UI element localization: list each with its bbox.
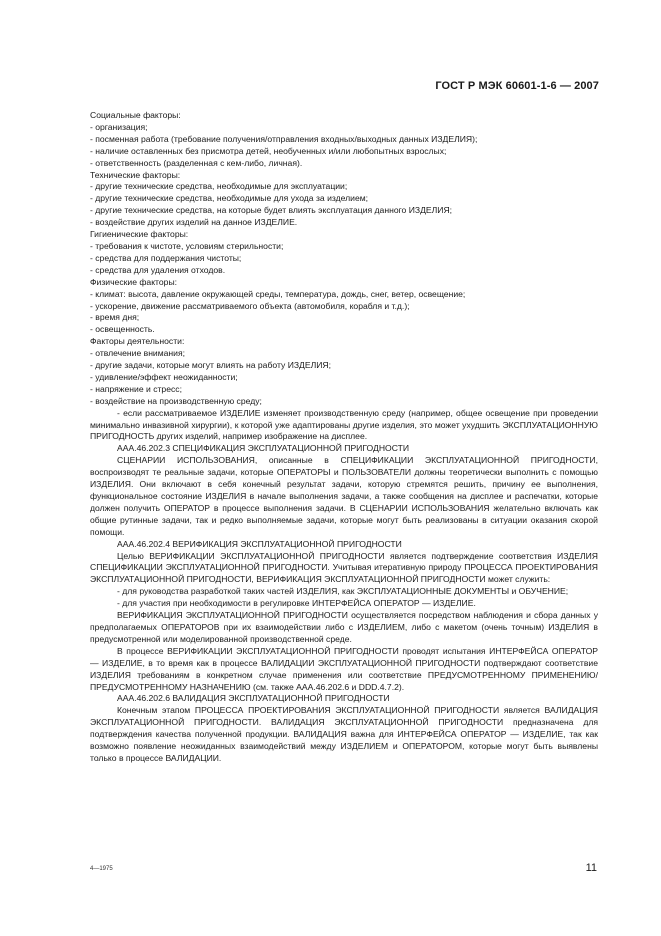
paragraph: Физические факторы: (90, 276, 178, 287)
paragraph: ААА.46.202.6 ВАЛИДАЦИЯ ЭКСПЛУАТАЦИОННОЙ ПРИГОДНОСТИ (117, 693, 390, 704)
doc-code: ГОСТ Р МЭК 60601-1-6 — 2007 (435, 80, 599, 92)
paragraph: ВЕРИФИКАЦИЯ ЭКСПЛУАТАЦИОННОЙ ПРИГОДНОСТИ осуществляется посредством наблюдения и сбора данных у предполагаемых ОПЕРАТОРОВ при их взаимодействии либо с ИЗДЕЛИЕМ, либо с макетом (очень точным) ИЗДЕЛИЯ в предусмотренной или моделированной производственной среде. (90, 610, 598, 644)
page-number: 11 (585, 862, 597, 874)
paragraph: - ускорение, движение рассматриваемого объекта (автомобиля, корабля и т.д.); (90, 300, 410, 311)
paragraph: - для руководства разработкой таких частей ИЗДЕЛИЯ, как ЭКСПЛУАТАЦИОННЫЕ ДОКУМЕНТЫ и ОБУЧЕНИЕ; (117, 586, 569, 597)
paragraph: - освещенность. (90, 324, 155, 335)
paragraph: Целью ВЕРИФИКАЦИИ ЭКСПЛУАТАЦИОННОЙ ПРИГОДНОСТИ является подтверждение соответствия ИЗДЕЛИЯ СПЕЦИФИКАЦИИ ЭКСПЛУАТАЦИОННОЙ ПРИГОДНОСТИ. Учитывая итеративную природу ПРОЦЕССА ПРОЕКТИРОВАНИЯ ЭКСПЛУАТАЦИОННОЙ ПРИГОДНОСТИ, ВЕРИФИКАЦИЯ ЭКСПЛУАТАЦИОННОЙ ПРИГОДНОСТИ может служить: (90, 550, 598, 585)
paragraph: - воздействие других изделий на данное ИЗДЕЛИЕ. (90, 217, 298, 228)
paragraph: - другие задачи, которые могут влиять на работу ИЗДЕЛИЯ; (90, 360, 332, 371)
paragraph: Факторы деятельности: (90, 336, 185, 347)
paragraph: - наличие оставленных без присмотра детей, необученных и/или любопытных взрослых; (90, 145, 447, 156)
paragraph: Социальные факторы: (90, 110, 181, 120)
paragraph: Технические факторы: (90, 169, 181, 180)
paragraph: - воздействие на производственную среду; (90, 395, 262, 406)
paragraph: - ответственность (разделенная с кем-либо, личная). (90, 157, 303, 168)
paragraph: - отвлечение внимания; (90, 348, 186, 359)
paragraph: - средства для поддержания чистоты; (90, 252, 242, 263)
paragraph: - посменная работа (требование получения/отправления входных/выходных данных ИЗДЕЛИЯ); (90, 133, 478, 144)
paragraph: - климат: высота, давление окружающей среды, температура, дождь, снег, ветер, освещение; (90, 288, 466, 299)
paragraph: ААА.46.202.3 СПЕЦИФИКАЦИЯ ЭКСПЛУАТАЦИОННОЙ ПРИГОДНОСТИ (117, 443, 410, 454)
page-content (90, 110, 598, 765)
paragraph: - время дня; (90, 312, 140, 323)
paragraph: СЦЕНАРИИ ИСПОЛЬЗОВАНИЯ, описанные в СПЕЦИФИКАЦИИ ЭКСПЛУАТАЦИОННОЙ ПРИГОДНОСТИ, воспроизводят те реальные задачи, которые ОПЕРАТОРЫ и ПОЛЬЗОВАТЕЛИ должны теоретически выполнить с помощью ИЗДЕЛИЯ. Они включают в себя конечный результат задачи, которую стремятся решить, причину ее выполнения, функциональное состояние ИЗДЕЛИЯ в начале выполнения задачи, а также сообщения на дисплее и распечатки, которые должен получить ОПЕРАТОР в процессе выполнения задачи. В СЦЕНАРИИ ИСПОЛЬЗОВАНИЯ желательно включать как общие рутинные задачи, так и редко выполняемые задачи, которые могут быть реализованы в ситуации оказания скорой помощи. (90, 455, 598, 537)
paragraph: - удивление/эффект неожиданности; (90, 371, 238, 382)
paragraph: - средства для удаления отходов. (90, 264, 226, 275)
paragraph: В процессе ВЕРИФИКАЦИИ ЭКСПЛУАТАЦИОННОЙ ПРИГОДНОСТИ проводят испытания ИНТЕРФЕЙСА ОПЕРАТОР — ИЗДЕЛИЕ, в то время как в процессе ВАЛИДАЦИИ ЭКСПЛУАТАЦИОННОЙ ПРИГОДНОСТИ подтверждают соответствие ИЗДЕЛИЯ требованиям в конкретном случае применения или соответствие ПРЕДУСМОТРЕННОМУ ПРИМЕНЕНИЮ/ПРЕДУСМОТРЕННОМУ НАЗНАЧЕНИЮ (см. также ААА.46.202.6 и DDD.4.7.2). (90, 645, 598, 692)
paragraph: Гигиенические факторы: (90, 229, 189, 240)
paragraph: - напряжение и стресс; (90, 383, 182, 394)
paragraph: ААА.46.202.4 ВЕРИФИКАЦИЯ ЭКСПЛУАТАЦИОННОЙ ПРИГОДНОСТИ (117, 538, 402, 549)
paragraph: - требования к чистоте, условиям стерильности; (90, 240, 284, 251)
paragraph: - другие технические средства, необходимые для ухода за изделием; (90, 193, 369, 204)
paragraph: Конечным этапом ПРОЦЕССА ПРОЕКТИРОВАНИЯ ЭКСПЛУАТАЦИОННОЙ ПРИГОДНОСТИ является ВАЛИДАЦИЯ ЭКСПЛУАТАЦИОННОЙ ПРИГОДНОСТИ. ВАЛИДАЦИЯ ЭКСПЛУАТАЦИОННОЙ ПРИГОДНОСТИ предназначена для подтверждения качества полученной продукции. ВАЛИДАЦИЯ важна для ИНТЕРФЕЙСА ОПЕРАТОР — ИЗДЕЛИЕ, так как возможно появление неожиданных взаимодействий между ИЗДЕЛИЕМ и ОПЕРАТОРОМ, которые могут быть выявлены только в процессе ВАЛИДАЦИИ. (90, 705, 598, 763)
paragraph: - другие технические средства, необходимые для эксплуатации; (90, 181, 348, 192)
footer-print-code: 4—1975 (90, 866, 113, 872)
paragraph: - организация; (90, 121, 148, 132)
paragraph: - для участия при необходимости в регулировке ИНТЕРФЕЙСА ОПЕРАТОР — ИЗДЕЛИЕ. (117, 598, 476, 609)
paragraph: - если рассматриваемое ИЗДЕЛИЕ изменяет производственную среду (например, общее освещение при проведении минимально инвазивной хирургии), к которой уже адаптированы другие изделия, это может ухудшить ЭКСПЛУАТАЦИОННУЮ ПРИГОДНОСТЬ других изделий, например изображение на дисплее. (90, 407, 598, 442)
paragraph: - другие технические средства, на которые будет влиять эксплуатация данного ИЗДЕЛИЯ; (90, 205, 453, 216)
